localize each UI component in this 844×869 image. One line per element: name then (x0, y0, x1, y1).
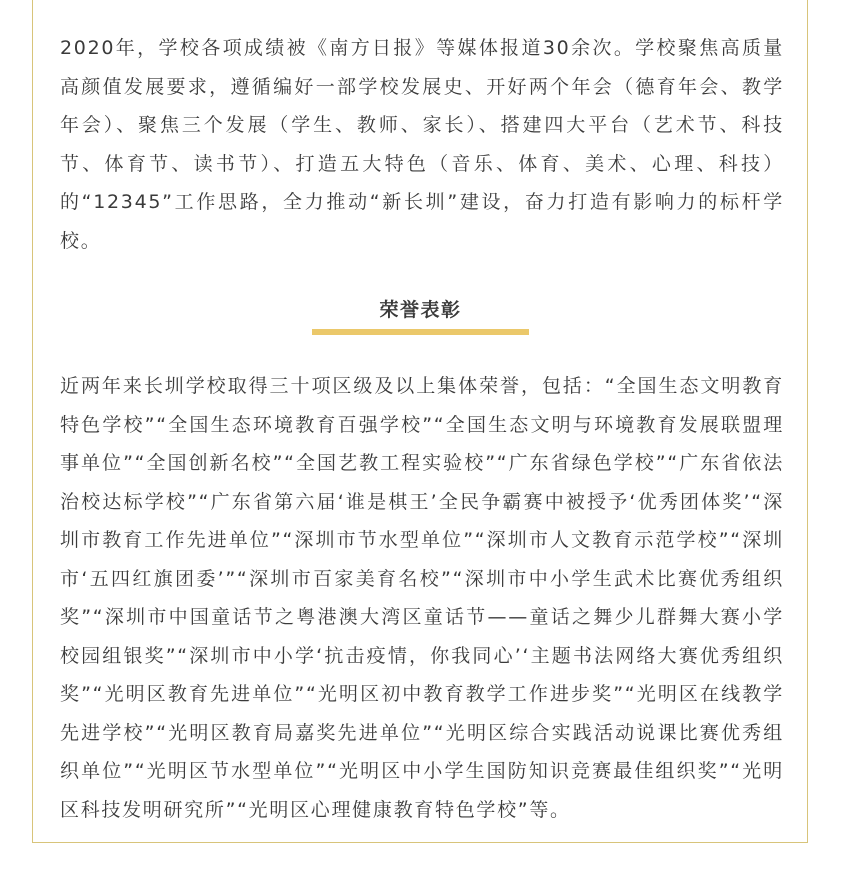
section-title-underline (312, 329, 529, 335)
honors-paragraph: 近两年来长圳学校取得三十项区级及以上集体荣誉，包括：“全国生态文明教育特色学校”“全国生态环境教育百强学校”“全国生态文明与环境教育发展联盟理事单位”“全国创新名校”“全国艺教工程实验校”“广东省绿色学校”“广东省依法治校达标学校”“广东省第六届‘谁是棋王’全民争霸赛中被授予‘优秀团体奖’“深圳市教育工作先进单位”“深圳市节水型单位”“深圳市人文教育示范学校”“深圳市‘五四红旗团委’”“深圳市百家美育名校”“深圳市中小学生武术比赛优秀组织奖”“深圳市中国童话节之粤港澳大湾区童话节——童话之舞少儿群舞大赛小学校园组银奖”“深圳市中小学‘抗击疫情，你我同心’‘主题书法网络大赛优秀组织奖”“光明区教育先进单位”“光明区初中教育教学工作进步奖”“光明区在线教学先进学校”“光明区教育局嘉奖先进单位”“光明区综合实践活动说课比赛优秀组织单位”“光明区节水型单位”“光明区中小学生国防知识竞赛最佳组织奖”“光明区科技发明研究所”“光明区心理健康教育特色学校”等。 (60, 375, 784, 821)
intro-paragraph: 2020年，学校各项成绩被《南方日报》等媒体报道30余次。学校聚焦高质量高颜值发展要求，遵循编好一部学校发展史、开好两个年会（德育年会、教学年会）、聚焦三个发展（学生、教师、家长）、搭建四大平台（艺术节、科技节、体育节、读书节）、打造五大特色（音乐、体育、美术、心理、科技）的“12345”工作思路，全力推动“新长圳”建设，奋力打造有影响力的标杆学校。 (60, 37, 784, 252)
section-title: 荣誉表彰 (379, 299, 462, 321)
